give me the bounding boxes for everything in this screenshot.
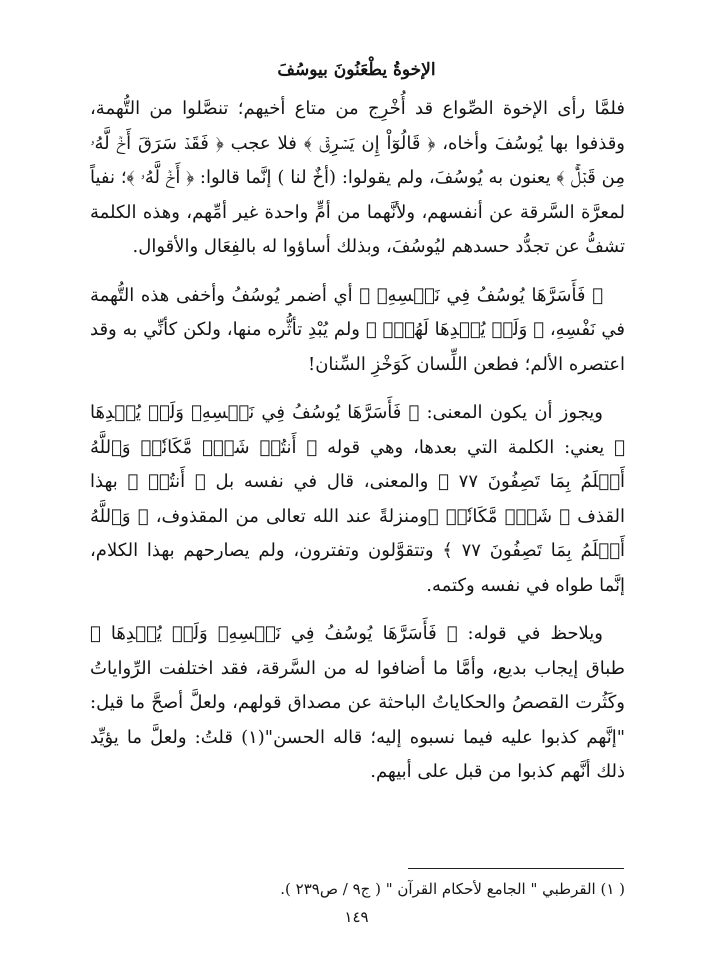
section-heading: الإخوةُ يطْعَنُونَ بيوسُفَ: [277, 60, 436, 80]
page-number: ١٤٩: [344, 908, 369, 926]
footnote-divider: [408, 868, 624, 869]
paragraph-1: فلمَّا رأى الإخوة الصِّواع قد أُخْرِج من متاع أخيهم؛ تنصَّلوا من التُّهمة، وقذفوا بها يُوسُفَ وأخاه، ﴿ قَالُوٓاْ إِن يَسۡرِقۡ ﴾ فلا عجب ﴿ فَقَدۡ سَرَقَ أَخٞ لَّهُۥ مِن قَبۡلُۚ ﴾ يعنون به يُوسُفَ، ولم يقولوا: (أخٌ لنا ) إنَّما قالوا: ﴿ أَخٞ لَّهُۥ ﴾؛ نفياً لمعرَّة السَّرقة عن أنفسهم، ولأنَّهما من أمٍّ واحدة غير أمِّهم، وهذه الكلمة تشفُّ عن تجدُّد حسدهم ليُوسُفَ، وبذلك أساؤوا له بالفِعَال والأقوال.: [90, 98, 625, 257]
body-text: [90, 92, 625, 804]
paragraph-2: ﴿ فَأَسَرَّهَا يُوسُفُ فِي نَفۡسِهِۦ ﴾ أي أضمر يُوسُفُ وأخفى هذه التُّهمة في نَفْسِهِ، ﴿ وَلَمۡ يُبۡدِهَا لَهُمۡۚ ﴾ ولم يُبْدِ تأثُّره منها، ولكن كأنِّي به وقد اعتصره الألم؛ فطعن اللِّسان كَوَخْزِ السِّنان!: [90, 284, 625, 375]
paragraph-4: ويلاحظ في قوله: ﴿ فَأَسَرَّهَا يُوسُفُ فِي نَفۡسِهِۦ وَلَمۡ يُبۡدِهَا ﴾ طباق إيجاب بديع، وأمَّا ما أضافوا له من السَّرقة، فقد اختلفت الرِّواياتُ وكَثُرت القصصُ والحكاياتُ الباحثة عن مصداق قولهم، ولعلَّ أصحَّ ما قيل: "إنَّهم كذبوا عليه فيما نسبوه إليه؛ قاله الحسن"(١) قلتُ: ولعلَّ ما يؤيِّد ذلك أنَّهم كذبوا من قبل على أبيهم.: [90, 623, 625, 782]
paragraph-3: ويجوز أن يكون المعنى: ﴿ فَأَسَرَّهَا يُوسُفُ فِي نَفۡسِهِۦ وَلَمۡ يُبۡدِهَا ﴾ يعني: الكلمة التي بعدها، وهي قوله ﴿ أَنتُمۡ شَرّٞ مَّكَانٗاۖ وَٱللَّهُ أَعۡلَمُ بِمَا تَصِفُونَ ٧٧ ﴾ والمعنى، قال في نفسه بل ﴿ أَنتُمۡ ﴾ بهذا القذف ﴿ شَرّٞ مَّكَانٗاۖ ﴾ومنزلةً عند الله تعالى من المقذوف، ﴿ وَٱللَّهُ أَعۡلَمُ بِمَا تَصِفُونَ ٧٧ ﴾ وتتقوَّلون وتفترون، ولم يصارحهم بهذا الكلام، إنَّما طواه في نفسه وكتمه.: [90, 402, 625, 596]
footnote: ( ١) القرطبي " الجامع لأحكام القرآن " ( ج٩ / ص٢٣٩ ).: [280, 880, 625, 898]
